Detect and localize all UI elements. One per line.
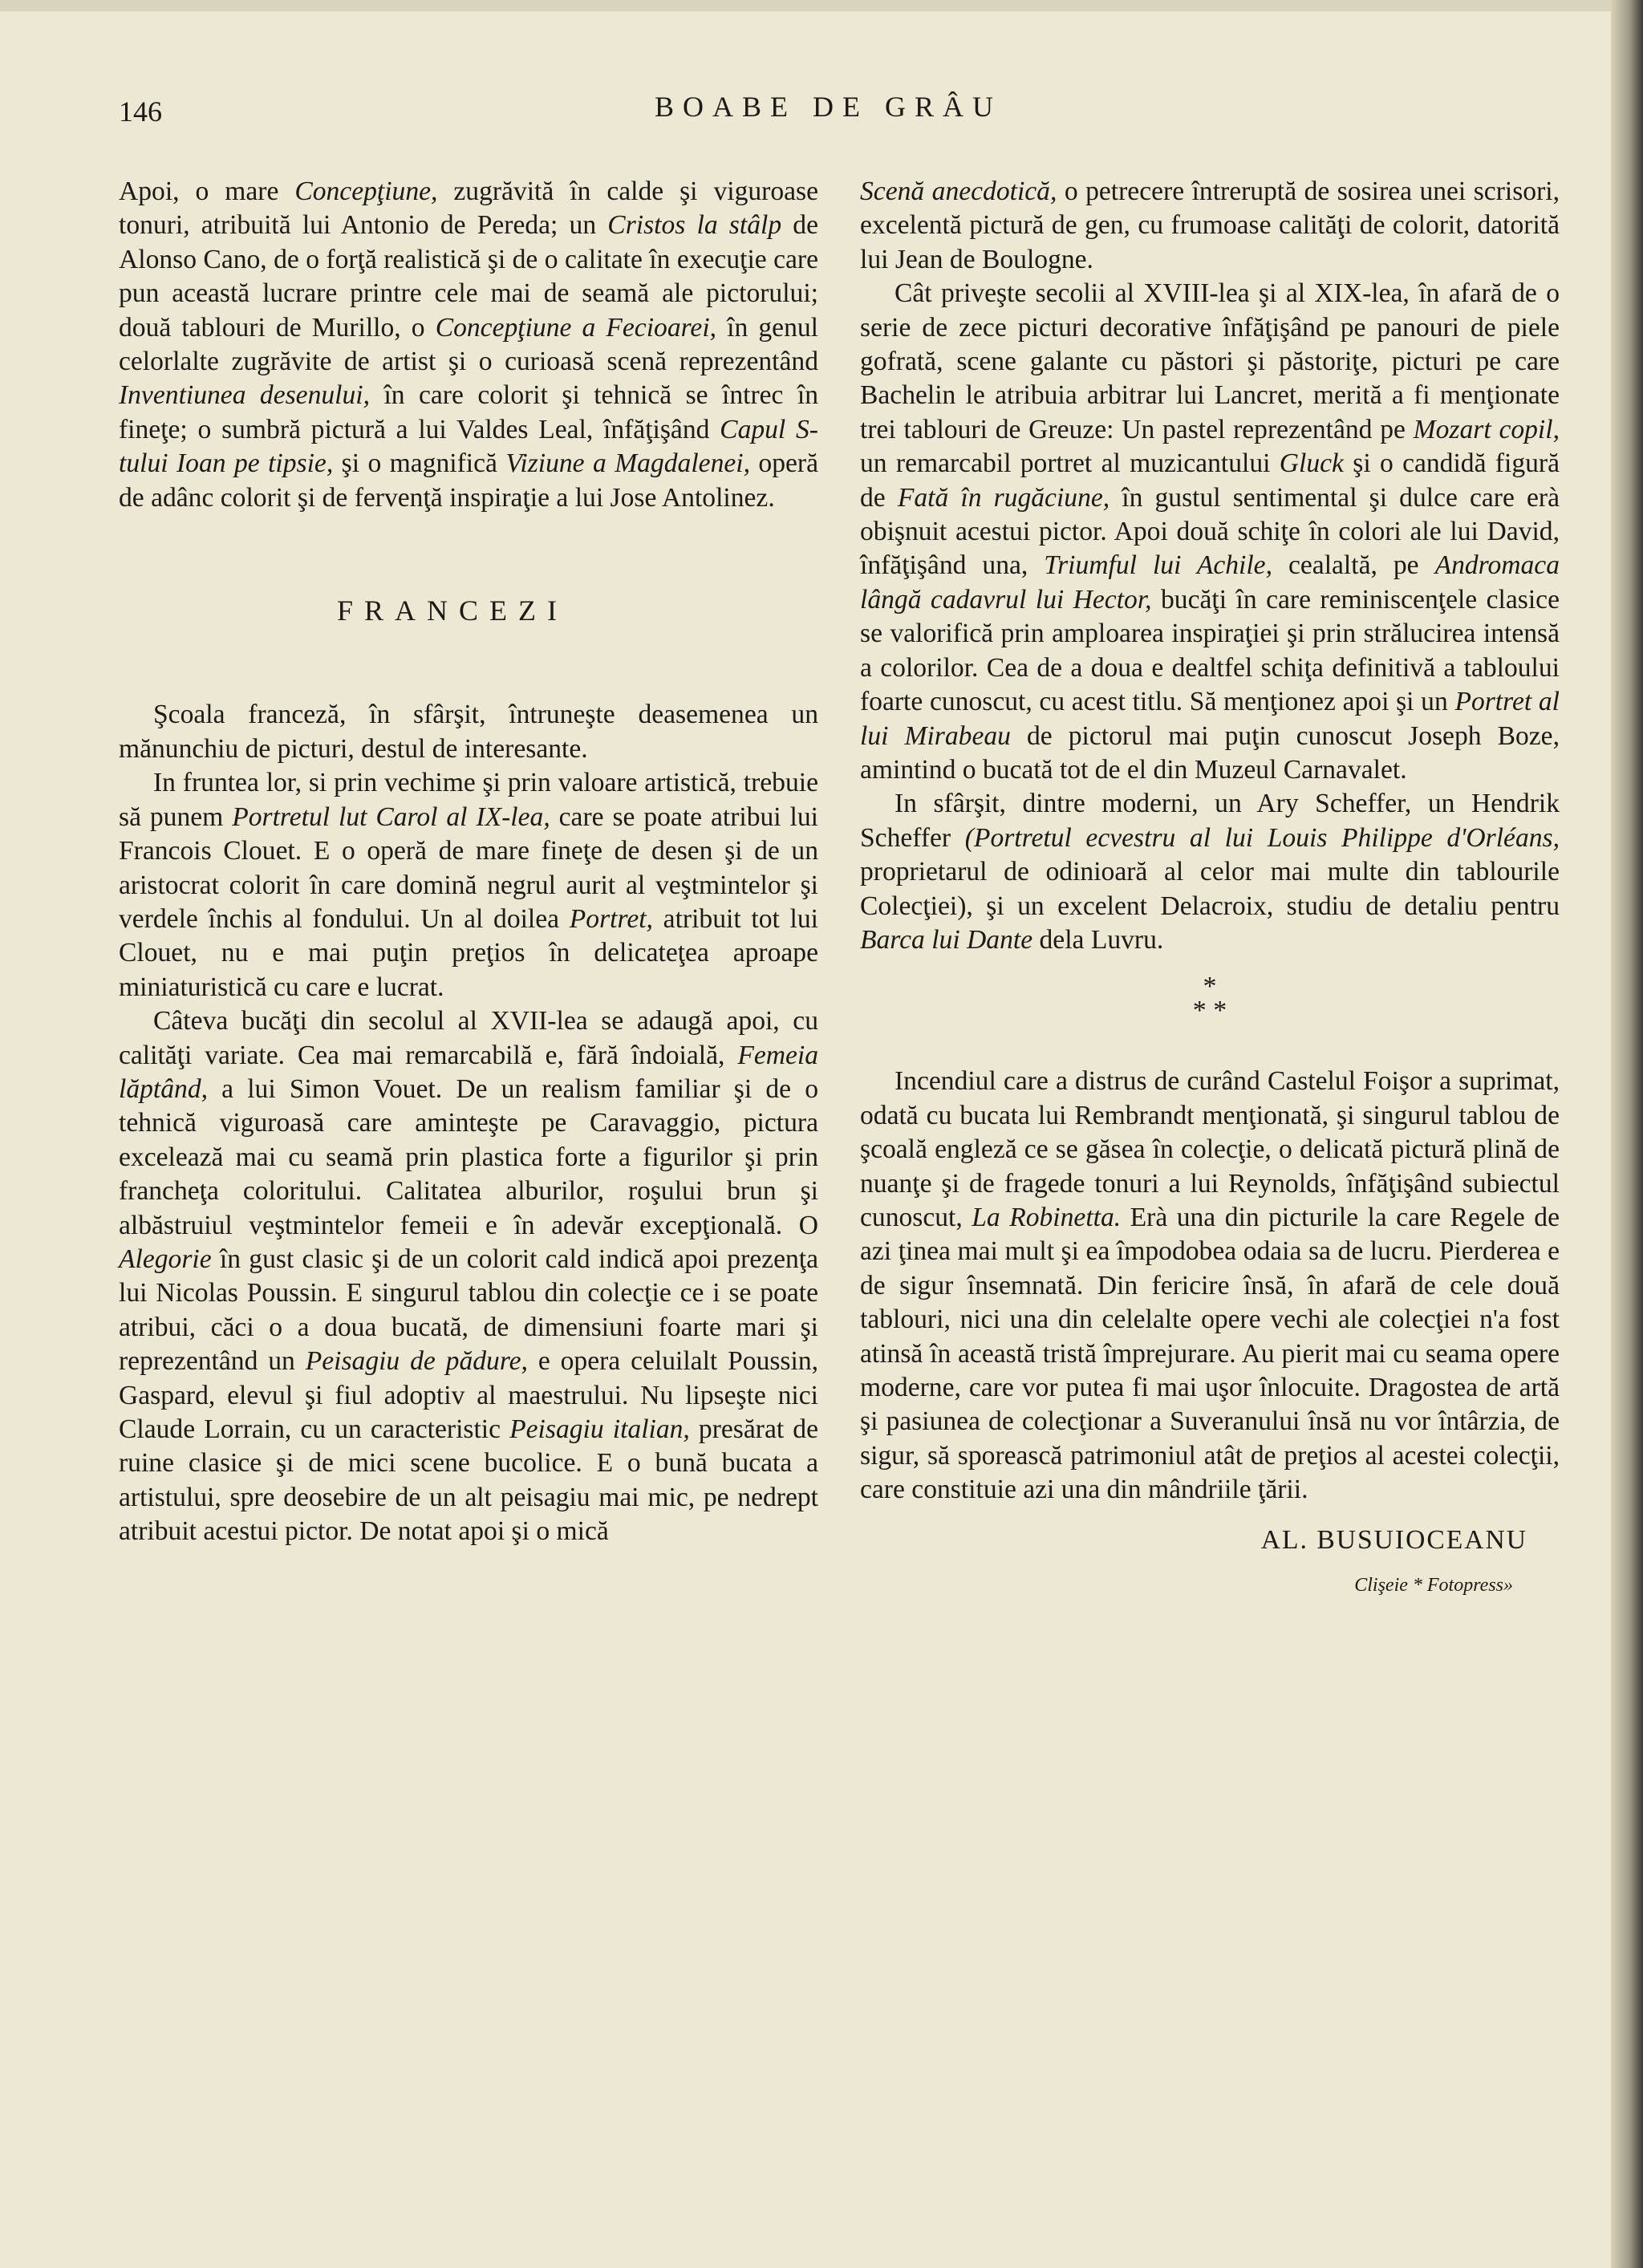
asterism bbox=[860, 972, 1560, 1026]
section-heading: FRANCEZI bbox=[336, 594, 568, 627]
paragraph: In fruntea lor, si prin vechime şi prin valoare artistică, trebuie să punem Portretul lut Carol al IX-lea, care se poate atribui lui Francois Clouet. E o operă de mare fineţe de desen şi de un aristocrat colorit în care domină negrul aurit al veştmintelor şi verdele închis al fondului. Un al doilea Portret, atribuit tot lui Clouet, nu e mai puţin preţios în delicateţea aproape miniaturistică cu care e lucrat. bbox=[119, 768, 818, 1002]
page-binding-edge bbox=[1611, 0, 1643, 2268]
paragraph: Cât priveşte secolii al XVIII-lea şi al XIX-lea, în afară de o serie de zece picturi decorative înfăţişând pe panouri de piele gofrată, scene galante cu păstori şi păstoriţe, picturi pe care Bachelin le atribuia arbitrar lui Lancret, merită a fi menţionate trei tablouri de Greuze: Un pastel reprezentând pe Mozart copil, un remarcabil portret al muzicantului Gluck şi o candidă figură de Fată în rugăciune, în gustul sentimental şi dulce care erà obişnuit acestui pictor. Apoi două schiţe în colori ale lui David, înfăţişând una, Triumful lui Achile, cealaltă, pe Andromaca lângă cadavrul lui Hector, bucăţi în care reminiscenţele clasice se valorifică prin amploarea inspiraţiei şi prin strălucirea intensă a colorilor. Cea de a doua e dealtfel schiţa definitivă a tabloului foarte cunoscut, cu acest titlu. Să menţionez apoi şi un Portret al lui Mirabeau de pictorul mai puţin cunoscut Joseph Boze, amintind o bucată tot de el din Muzeul Carnavalet. bbox=[860, 278, 1560, 785]
paragraph: Şcoala franceză, în sfârşit, întruneşte deasemenea un mănunchiu de picturi, destul de interesante. bbox=[119, 700, 818, 764]
running-title: BOABE DE GRÂU bbox=[655, 91, 1003, 123]
page-top-edge bbox=[0, 0, 1643, 11]
photo-credit: Clişeie * Fotopress» bbox=[1354, 1575, 1513, 1597]
left-column bbox=[119, 175, 818, 1549]
asterism-top: * bbox=[1203, 972, 1217, 1002]
paragraph: In sfârşit, dintre moderni, un Ary Scheffer, un Hendrik Scheffer (Portretul ecvestru al lui Louis Philippe d'Orléans, proprietarul de odinioară al celor mai multe din tablourile Colecţiei), şi un excelent Delacroix, studiu de detaliu pentru Barca lui Dante dela Luvru. bbox=[860, 789, 1560, 955]
page-number: 146 bbox=[119, 95, 162, 128]
asterism-bottom: * * bbox=[1192, 996, 1227, 1026]
author-signature: AL. BUSUIOCEANU bbox=[1260, 1524, 1527, 1555]
paragraph: Câteva bucăţi din secolul al XVII-lea se adaugă apoi, cu calităţi variate. Cea mai remarcabilă e, fără îndoială, Femeia lăptând, a lui Simon Vouet. De un realism familiar şi de o tehnică viguroasă care aminteşte pe Caravaggio, pictura excelează mai cu seamă prin plastica forte a figurilor şi prin francheţa coloritului. Calitatea alburilor, roşului brun şi albăstruiul veştmintelor femeii e în adevăr excepţională. O Alegorie în gust clasic şi de un colorit cald indică apoi prezenţa lui Nicolas Poussin. E singurul tablou din colecţie ce i se poate atribui, căci o a doua bucată, de dimensiuni foarte mari şi reprezentând un Peisagiu de pădure, e opera celuilalt Poussin, Gaspard, elevul şi fiul adoptiv al maestrului. Nu lipseşte nici Claude Lorrain, cu un caracteristic Peisagiu italian, presărat de ruine clasice şi de mici scene bucolice. E o bună bucata a artistului, spre deosebire de un alt peisagiu mai mic, pe nedrept atribuit acestui pictor. De notat apoi şi o mică bbox=[119, 1006, 819, 1547]
right-column bbox=[860, 175, 1560, 1602]
paragraph: Incendiul care a distrus de curând Castelul Foişor a suprimat, odată cu bucata lui Rembrandt menţionată, şi singurul tablou de şcoală engleză ce se găsea în colecţie, o delicată pictură plină de nuanţe şi de fragede tonuri a lui Reynolds, înfăţişând subiectul cunoscut, La Robinetta. Erà una din picturile la care Regele de azi ţinea mai mult şi ea împodobea odaia sa de lucru. Pierderea e de sigur însemnată. Din fericire însă, în afară de cele două tablouri, nici una din celelalte opere vechi ale colecţiei n'a fost atinsă în această tristă împrejurare. Au pierit mai cu seama opere moderne, care vor putea fi mai uşor înlocuite. Dragostea de artă şi pasiunea de colecţionar a Suveranului însă nu vor întârzia, de sigur, să sporească patrimoniul atât de preţios al acestei colecţii, care constituie azi una din mândriile ţării. bbox=[860, 1066, 1560, 1505]
paragraph: Scenă anecdotică, o petrecere întreruptă de sosirea unei scrisori, excelentă pictură de gen, cu frumoase calităţi de colorit, datorită lui Jean de Boulogne. bbox=[860, 176, 1560, 274]
paragraph: Apoi, o mare Concepţiune, zugrăvită în calde şi viguroase tonuri, atribuită lui Antonio de Pereda; un Cristos la stâlp de Alonso Cano, de o forţă realistică şi de o calitate în execuţie care pun această lucrare printre cele mai de seamă ale pictorului; două tablouri de Murillo, o Concepţiune a Fecioarei, în genul celorlalte zugrăvite de artist şi o curioasă scenă reprezentând Inventiunea desenului, în care colorit şi tehnică se întrec în fineţe; o sumbră pictură a lui Valdes Leal, înfăţişând Capul S-tului Ioan pe tipsie, şi o magnifică Viziune a Magdalenei, operă de adânc colorit şi de fervenţă inspiraţie a lui Jose Antolinez. bbox=[119, 176, 818, 513]
